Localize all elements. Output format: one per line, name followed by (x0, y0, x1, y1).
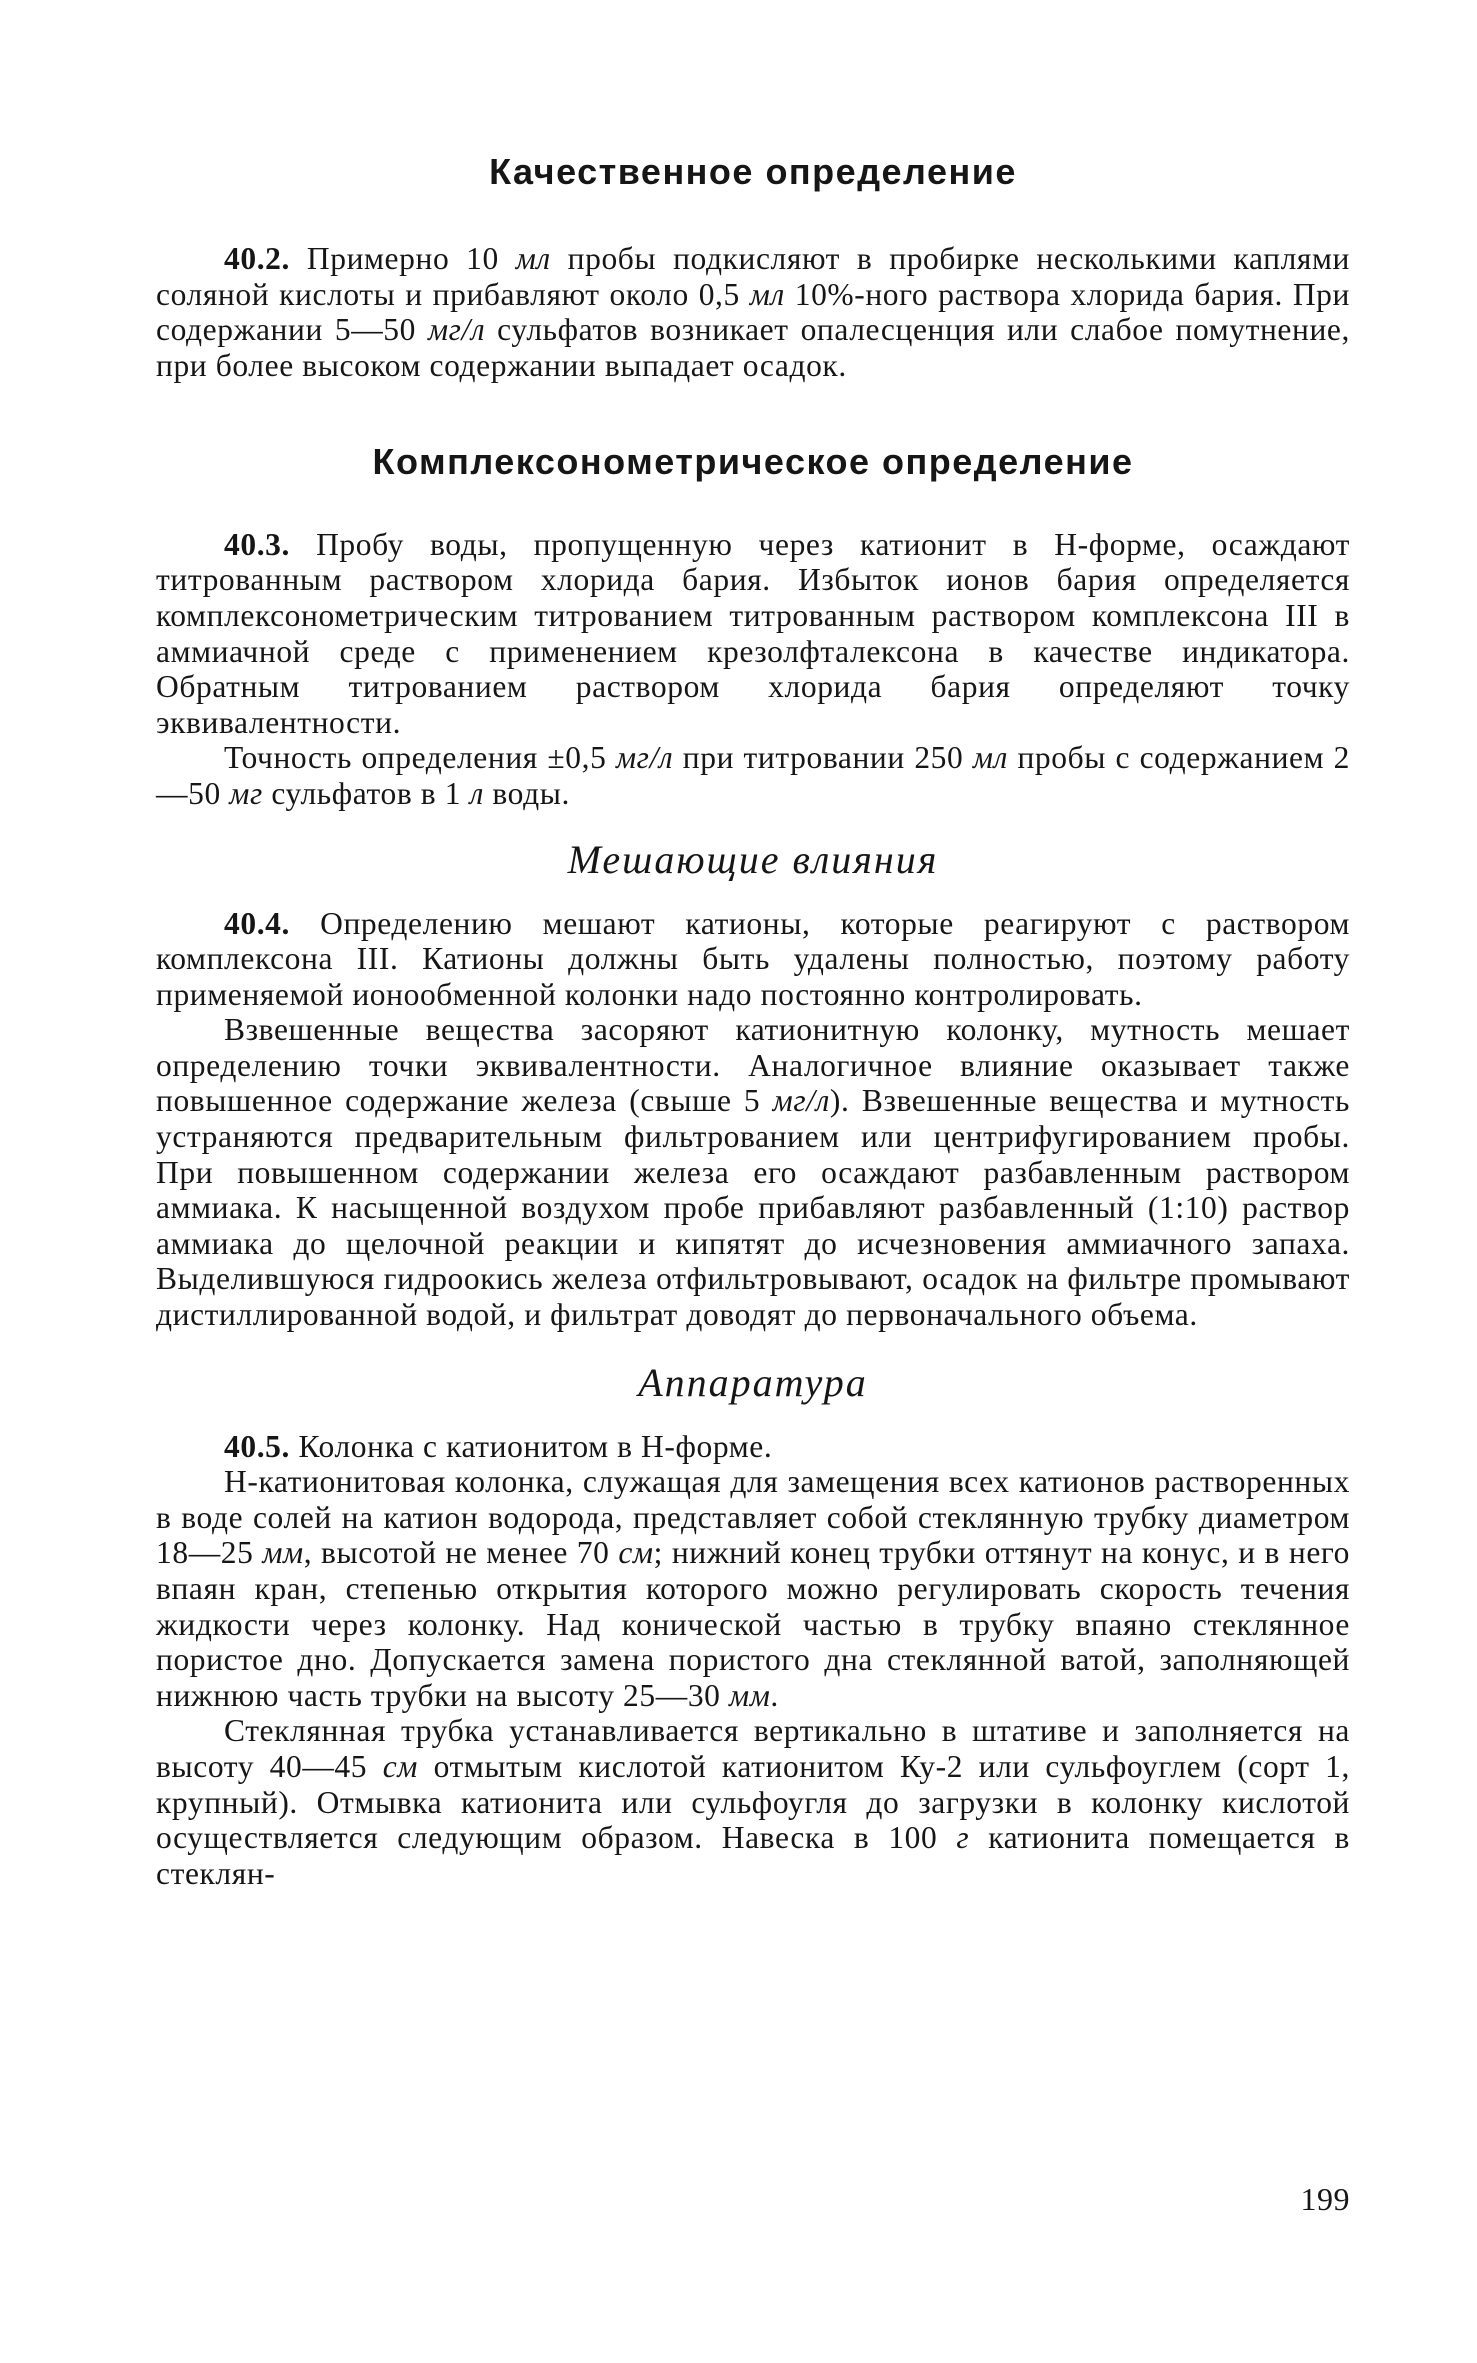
unit-abbreviation: мл (972, 740, 1008, 776)
paragraph-text: Точность определения ±0,5 мг/л при титровании 250 мл пробы с содержанием 2—50 мг сульфатов в 1 л воды. (156, 740, 1350, 811)
unit-abbreviation: мг (229, 775, 263, 811)
unit-abbreviation: мг/л (615, 740, 674, 776)
paragraph-40-4 (156, 906, 1350, 1013)
paragraph-column-description (156, 1464, 1350, 1713)
paragraph-text: Определению мешают катионы, которые реагируют с раствором комплексона III. Катионы должны быть удалены полностью, поэтому работу применяемой ионообменной колонки надо постоянно контролировать. (156, 905, 1350, 1012)
heading-apparatus: Аппаратура (638, 1359, 868, 1405)
paragraph-number: 40.2. (224, 241, 290, 277)
unit-abbreviation: мг/л (427, 312, 486, 348)
paragraph-40-5 (156, 1429, 1350, 1465)
heading-complexometric: Комплексонометрическое определение (372, 440, 1134, 482)
paragraph-text: Колонка с катионитом в Н-форме. (290, 1428, 773, 1464)
paragraph-40-3 (156, 527, 1350, 741)
paragraph-40-2 (156, 241, 1350, 383)
unit-abbreviation: г (956, 1820, 970, 1856)
heading-interferences: Мешающие влияния (567, 836, 939, 882)
paragraph-text: Н-катионитовая колонка, служащая для замещения всех катионов растворенных в воде солей на катион водорода, представляет собой стеклянную трубку диаметром 18—25 мм, высотой не менее 70 см; нижний конец трубки оттянут на конус, и в него впаян кран, степенью открытия которого можно регулировать скорость течения жидкости через колонку. Над конической частью в трубку впаяно стеклянное пористое дно. Допускается замена пористого дна стеклянной ватой, заполняющей нижнюю часть трубки на высоту 25—30 мм. (156, 1464, 1350, 1713)
paragraph-text: Пробу воды, пропущенную через катионит в Н-форме, осаждают титрованным раствором хлорида бария. Избыток ионов бария определяется комплексонометрическим титрованием титрованным раствором комплексона III в аммиачной среде с применением крезолфталексона в качестве индикатора. Обратным титрованием раствором хлорида бария определяют точку эквивалентности. (156, 526, 1350, 740)
unit-abbreviation: л (469, 775, 484, 811)
unit-abbreviation: мм (262, 1535, 304, 1571)
paragraph-number: 40.5. (224, 1428, 290, 1464)
paragraph-number: 40.4. (224, 905, 290, 941)
paragraph-text: Стеклянная трубка устанавливается вертикально в штативе и заполняется на высоту 40—45 см отмытым кислотой катионитом Ку-2 или сульфоуглем (сорт 1, крупный). Отмывка катионита или сульфоугля до загрузки в колонку кислотой осуществляется следующим образом. Навеска в 100 г катионита помещается в стеклян- (156, 1713, 1350, 1891)
unit-abbreviation: мг/л (772, 1083, 830, 1119)
unit-abbreviation: мл (515, 241, 551, 277)
paragraph-accuracy (156, 740, 1350, 811)
unit-abbreviation: см (382, 1748, 418, 1784)
page-content (156, 150, 1350, 1891)
unit-abbreviation: мл (749, 276, 785, 312)
unit-abbreviation: мм (729, 1677, 771, 1713)
paragraph-tube-setup (156, 1713, 1350, 1891)
page-number: 199 (1300, 2181, 1350, 2217)
paragraph-suspended-matter (156, 1012, 1350, 1332)
heading-qualitative: Качественное определение (489, 151, 1017, 192)
paragraph-text: Взвешенные вещества засоряют катионитную колонку, мутность мешает определению точки эквивалентности. Аналогичное влияние оказывает также повышенное содержание железа (свыше 5 мг/л). Взвешенные вещества и мутность устраняются предварительным фильтрованием или центрифугированием пробы. При повышенном содержании железа его осаждают разбавленным раствором аммиака. К насыщенной воздухом пробе прибавляют разбавленный (1:10) раствор аммиака до щелочной реакции и кипятят до исчезновения аммиачного запаха. Выделившуюся гидроокись железа отфильтровывают, осадок на фильтре промывают дистиллированной водой, и фильтрат доводят до первоначального объема. (156, 1012, 1351, 1333)
paragraph-number: 40.3. (224, 526, 290, 562)
unit-abbreviation: см (618, 1535, 654, 1571)
paragraph-text: Примерно 10 мл пробы подкисляют в пробирке несколькими каплями соляной кислоты и прибавляют около 0,5 мл 10%-ного раствора хлорида бария. При содержании 5—50 мг/л сульфатов возникает опалесценция или слабое помутнение, при более высоком содержании выпадает осадок. (156, 241, 1350, 383)
